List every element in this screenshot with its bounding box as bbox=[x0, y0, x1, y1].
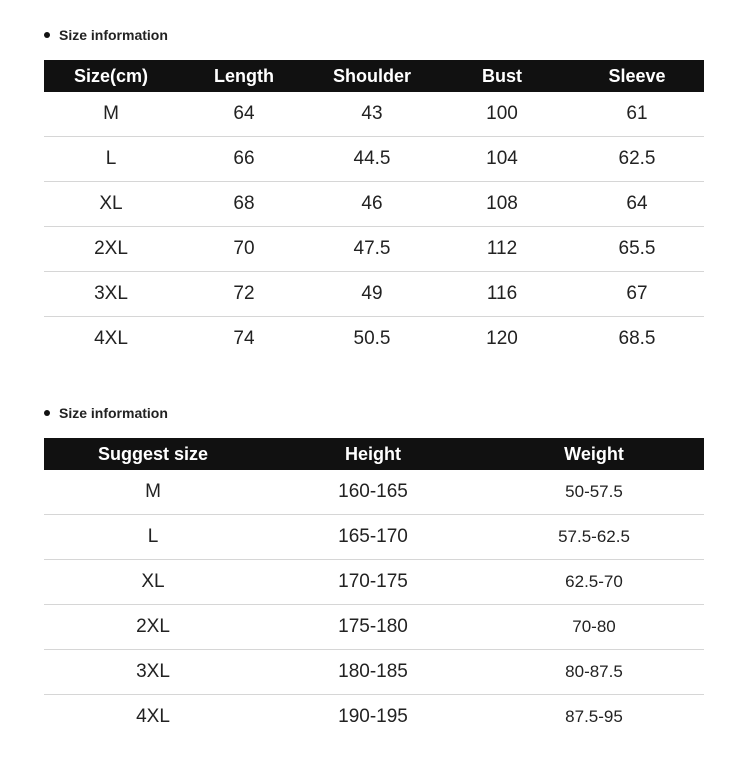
cell: 104 bbox=[434, 137, 570, 182]
table-row bbox=[44, 470, 704, 515]
cell: 65.5 bbox=[570, 227, 704, 272]
cell: 170-175 bbox=[262, 560, 484, 605]
table-row bbox=[44, 137, 704, 182]
cell: 66 bbox=[178, 137, 310, 182]
cell: 74 bbox=[233, 328, 255, 349]
cell: 68.5 bbox=[618, 328, 656, 349]
size-measurement-table bbox=[44, 60, 704, 361]
table-row bbox=[44, 695, 704, 740]
cell: 70-80 bbox=[484, 605, 704, 650]
cell: 2XL bbox=[44, 227, 178, 272]
cell: 100 bbox=[434, 92, 570, 137]
cell: 160-165 bbox=[262, 470, 484, 515]
header-length: Length bbox=[214, 65, 274, 86]
header-sleeve: Sleeve bbox=[608, 65, 666, 86]
table-row bbox=[44, 92, 704, 137]
cell: 70 bbox=[178, 227, 310, 272]
cell: 175-180 bbox=[262, 605, 484, 650]
cell: M bbox=[44, 470, 262, 515]
size-info-heading-1 bbox=[44, 27, 168, 43]
cell: 165-170 bbox=[262, 515, 484, 560]
cell: XL bbox=[44, 182, 178, 227]
suggested-size-table bbox=[44, 438, 704, 739]
cell: 64 bbox=[570, 182, 704, 227]
cell: 112 bbox=[434, 227, 570, 272]
table-row bbox=[44, 317, 704, 362]
cell: 61 bbox=[570, 92, 704, 137]
cell: 67 bbox=[570, 272, 704, 317]
cell: 87.5-95 bbox=[565, 707, 623, 726]
cell: L bbox=[44, 137, 178, 182]
cell: XL bbox=[44, 560, 262, 605]
size-info-title-1: Size information bbox=[59, 27, 168, 43]
cell: 108 bbox=[434, 182, 570, 227]
header-height: Height bbox=[345, 443, 401, 464]
cell: 180-185 bbox=[262, 650, 484, 695]
cell: 3XL bbox=[44, 272, 178, 317]
bullet-icon bbox=[44, 32, 50, 38]
cell: 3XL bbox=[44, 650, 262, 695]
cell: 46 bbox=[310, 182, 434, 227]
cell: 120 bbox=[486, 328, 518, 349]
cell: L bbox=[44, 515, 262, 560]
cell: 50.5 bbox=[353, 328, 391, 349]
cell: 57.5-62.5 bbox=[484, 515, 704, 560]
cell: 72 bbox=[178, 272, 310, 317]
header-size: Size(cm) bbox=[73, 65, 149, 86]
cell: 49 bbox=[310, 272, 434, 317]
cell: 4XL bbox=[94, 328, 128, 349]
header-shoulder: Shoulder bbox=[332, 65, 411, 86]
cell: 190-195 bbox=[338, 706, 408, 727]
cell: 68 bbox=[178, 182, 310, 227]
cell: 47.5 bbox=[310, 227, 434, 272]
header-weight: Weight bbox=[564, 443, 624, 464]
table-row bbox=[44, 182, 704, 227]
header-bust: Bust bbox=[482, 65, 522, 86]
bullet-icon bbox=[44, 410, 50, 416]
table-row bbox=[44, 272, 704, 317]
table-row bbox=[44, 650, 704, 695]
table-row bbox=[44, 227, 704, 272]
cell: 43 bbox=[310, 92, 434, 137]
cell: 64 bbox=[178, 92, 310, 137]
size-info-heading-2 bbox=[44, 405, 168, 421]
cell: M bbox=[44, 92, 178, 137]
cell: 116 bbox=[434, 272, 570, 317]
cell: 4XL bbox=[136, 706, 170, 727]
size-info-title-2: Size information bbox=[59, 405, 168, 421]
header-suggest-size: Suggest size bbox=[97, 443, 209, 464]
table-row bbox=[44, 560, 704, 605]
cell: 62.5 bbox=[570, 137, 704, 182]
table-row bbox=[44, 605, 704, 650]
table-header-row bbox=[44, 438, 704, 470]
cell: 80-87.5 bbox=[484, 650, 704, 695]
cell: 2XL bbox=[44, 605, 262, 650]
table-header-row bbox=[44, 60, 704, 92]
cell: 50-57.5 bbox=[484, 470, 704, 515]
table-row bbox=[44, 515, 704, 560]
cell: 44.5 bbox=[310, 137, 434, 182]
cell: 62.5-70 bbox=[484, 560, 704, 605]
